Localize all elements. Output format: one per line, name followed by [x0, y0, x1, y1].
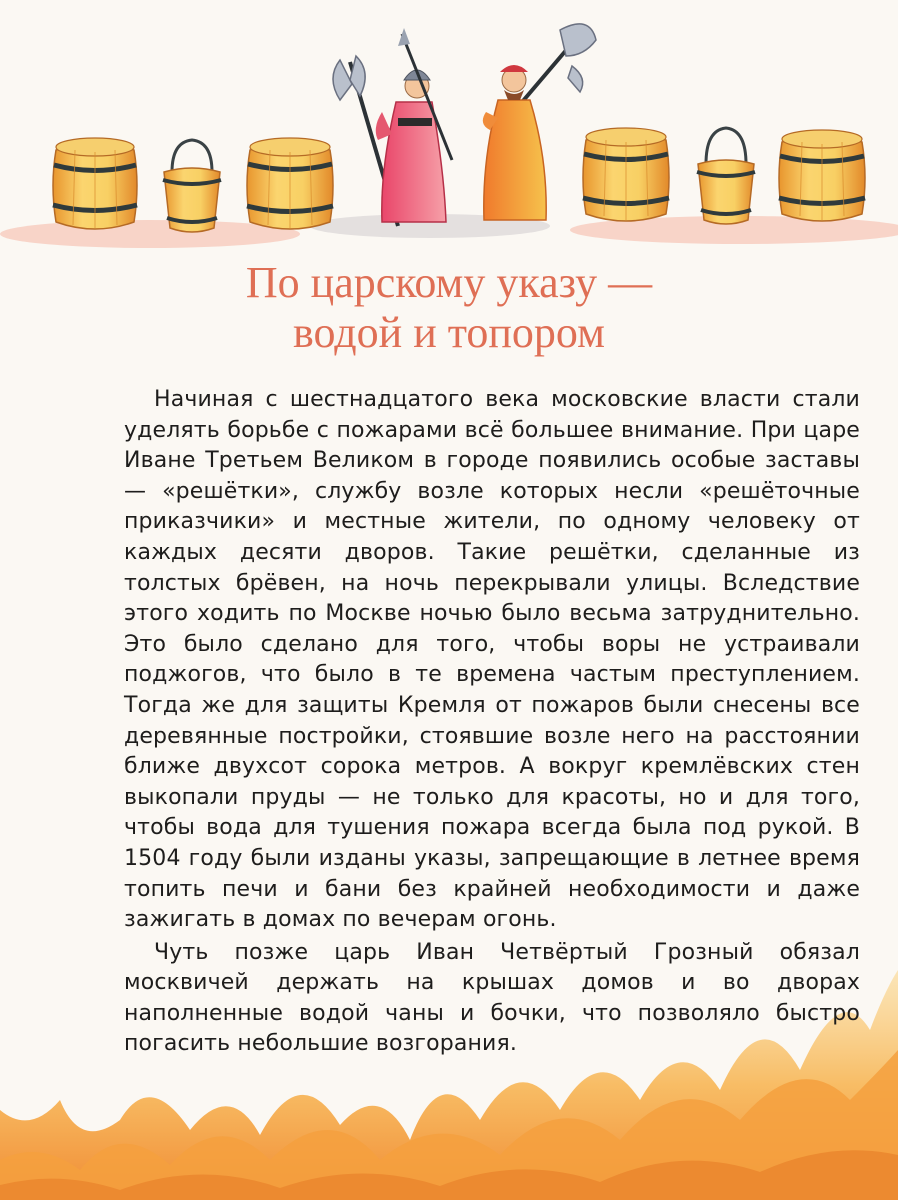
bucket-icon [697, 128, 755, 224]
article-body [124, 385, 860, 1060]
page-title [0, 258, 898, 358]
guard-figure-icon [483, 24, 596, 220]
bucket-icon [163, 140, 221, 232]
barrel-icon [779, 130, 865, 221]
barrel-icon [53, 138, 137, 229]
barrel-icon [583, 128, 669, 221]
guard-figure-icon [333, 28, 452, 226]
paragraph: Чуть позже царь Иван Четвёртый Грозный обязал москвичей держать на крышах домов и во дворах наполненные водой чаны и бочки, что позволяло быстро погасить небольшие возгорания. [124, 939, 860, 1057]
title-line-2: водой и топором [293, 308, 605, 357]
header-illustration [0, 0, 898, 260]
paragraph: Начиная с шестнадцатого века московские власти стали уделять борьбе с пожарами всё большее внимание. При царе Иване Третьем Великом в городе появились особые заставы — «решётки», службу возле которых несли «решёточные приказчики» и местные жители, по одному человеку от каждых десяти дворов. Такие решётки, сделанные из толстых брёвен, на ночь перекрывали улицы. Вследствие этого ходить по Москве ночью было весьма затруднительно. Это было сделано для того, чтобы воры не устраивали поджогов, что было в те времена частым преступлением. Тогда же для защиты Кремля от пожаров были снесены все деревянные постройки, стоявшие возле него на расстоянии ближе двухсот сорока метров. А вокруг кремлёвских стен выкопали пруды — не только для красоты, но и для того, чтобы вода для тушения пожара всегда была под рукой. В 1504 году были изданы указы, запрещающие в летнее время топить печи и бани без крайней необходимости и даже зажигать в домах по вечерам огонь. [124, 387, 860, 933]
barrel-icon [247, 138, 333, 229]
title-line-1: По царскому указу — [245, 258, 653, 307]
